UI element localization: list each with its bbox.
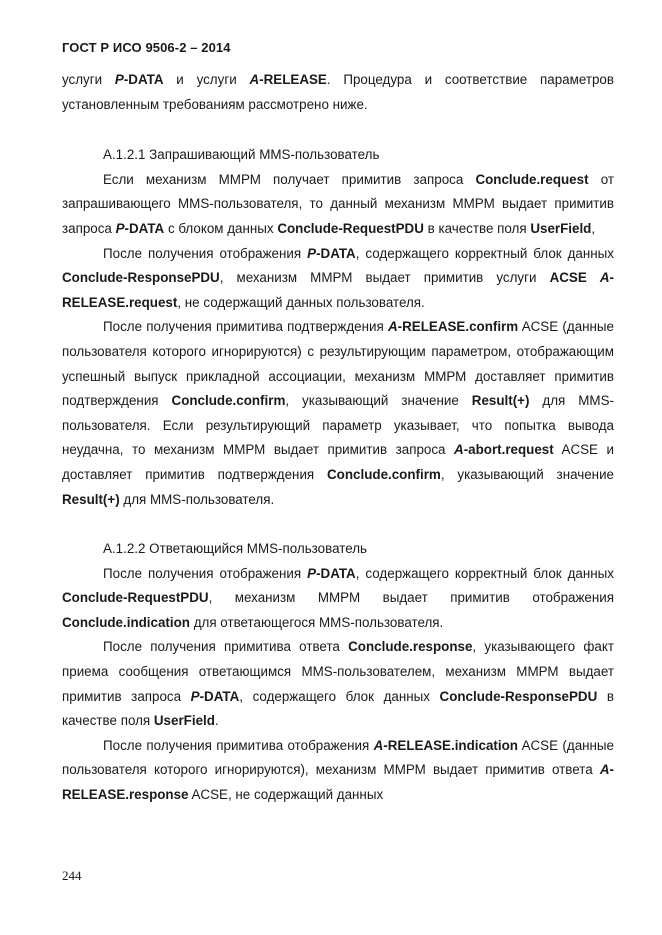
text-run: от запрашивающего MMS-пользователя, то данный механизм ММРМ выдает примитив запроса: [62, 171, 614, 236]
text-run: -abort.request: [463, 442, 554, 458]
paragraph-conclude-request: [62, 168, 614, 242]
text-run: UserField: [153, 713, 215, 729]
text-run: Conclude-RequestPDU: [62, 590, 209, 606]
text-run: Conclude.confirm: [171, 393, 286, 409]
text-run: Conclude.request: [475, 171, 589, 187]
text-run: P: [307, 245, 317, 261]
text-run: -DATA: [124, 220, 165, 236]
text-run: с блоком данных: [164, 220, 278, 236]
text-run: , содержащего корректный блок данных: [355, 565, 614, 581]
text-run: и услуги: [163, 72, 250, 87]
text-run: Conclude-ResponsePDU: [62, 270, 220, 286]
text-run: Conclude-RequestPDU: [277, 220, 424, 236]
text-run: -DATA: [123, 72, 164, 87]
section-heading-a-1-2-2: [62, 537, 614, 562]
text-run: А.1.2.2 Ответающийся MMS-пользователь: [103, 541, 368, 557]
spacer: [62, 512, 614, 537]
text-run: После получения отображения: [103, 245, 308, 261]
paragraph-release-confirm: [62, 315, 614, 512]
text-run: Conclude.indication: [62, 614, 190, 630]
text-run: ACSE: [549, 270, 600, 286]
text-run: После получения примитива ответа: [103, 639, 349, 655]
paragraph-release-indication: [62, 734, 614, 808]
text-run: Если механизм ММРМ получает примитив запроса: [103, 171, 476, 187]
text-run: ,: [591, 220, 596, 236]
text-run: , указывающий значение: [285, 393, 472, 409]
text-run: P: [114, 72, 124, 87]
text-run: Conclude.response: [348, 639, 473, 655]
paragraph-conclude-indication: [62, 562, 614, 636]
text-run: -RELEASE.confirm: [397, 319, 519, 335]
text-run: А.1.2.1 Запрашивающий MMS-пользователь: [103, 147, 380, 163]
text-run: После получения примитива подтверждения: [103, 319, 388, 335]
text-run: P: [190, 688, 200, 704]
text-run: UserField: [530, 220, 592, 236]
text-run: для ответающегося MMS-пользователя.: [189, 614, 444, 630]
text-run: После получения примитива отображения: [103, 737, 374, 753]
paragraph-conclude-response-pdu: [62, 242, 614, 316]
text-run: для MMS-пользователя. Если результирующий параметр указывает, что попытка вывода неудачна, то механизм ММРМ выдает примитив запроса: [62, 393, 614, 458]
text-run: Result(+): [62, 491, 120, 507]
text-run: A: [387, 319, 398, 335]
text-run: , не содержащий данных пользователя.: [177, 294, 425, 310]
text-run: . Процедура и соответствие параметров установленным требованиям рассмотрено ниже.: [62, 72, 614, 112]
text-run: в качестве поля: [62, 688, 614, 729]
text-run: , содержащего корректный блок данных: [355, 245, 614, 261]
spacer: [62, 117, 614, 143]
text-run: .: [214, 713, 219, 729]
document-header: ГОСТ Р ИСО 9506-2 – 2014: [62, 40, 231, 55]
text-run: P: [307, 565, 317, 581]
text-run: Conclude.confirm: [327, 466, 441, 482]
text-run: для MMS-пользователя.: [119, 491, 275, 507]
paragraph-conclude-response: [62, 635, 614, 733]
text-run: -RELEASE: [259, 72, 327, 87]
text-run: -DATA: [199, 688, 240, 704]
text-run: -RELEASE.response: [62, 762, 614, 803]
text-run: , механизм ММРМ выдает примитив услуги: [219, 270, 550, 286]
text-run: -DATA: [316, 565, 356, 581]
page-number: 244: [62, 868, 82, 883]
intro-paragraph: [62, 68, 614, 117]
text-run: -RELEASE.request: [62, 270, 614, 310]
text-run: ACSE и доставляет примитив подтверждения: [62, 442, 614, 482]
section-heading-a-1-2-1: [62, 143, 614, 168]
text-run: -DATA: [316, 245, 356, 261]
text-run: ACSE (данные пользователя которого игнорируются), механизм ММРМ выдает примитив ответа: [62, 737, 615, 778]
text-run: , указывающий значение: [440, 466, 614, 482]
text-run: , указывающего факт приема сообщения ответающимся MMS-пользователем, механизм ММРМ выдает примитив запроса: [62, 639, 614, 704]
text-run: , содержащего блок данных: [239, 688, 440, 704]
text-run: ACSE, не содержащий данных: [188, 787, 384, 803]
text-run: P: [115, 220, 125, 236]
text-run: Result(+): [471, 393, 530, 409]
text-run: ACSE (данные пользователя которого игнорируются) с результирующим параметром, отображающим успешный выпуск прикладной ассоциации, механизм ММРМ доставляет примитив подтверждения: [62, 319, 614, 409]
text-run: -RELEASE.indication: [383, 737, 518, 753]
text-run: в качестве поля: [423, 220, 531, 236]
document-body: [62, 68, 614, 808]
text-run: Conclude-ResponsePDU: [439, 688, 598, 704]
text-run: услуги: [62, 72, 115, 87]
text-run: После получения отображения: [103, 565, 308, 581]
text-run: A: [454, 442, 464, 458]
text-run: A: [599, 762, 610, 778]
text-run: , механизм ММРМ выдает примитив отображения: [208, 590, 614, 606]
text-run: A: [249, 72, 260, 87]
text-run: A: [373, 737, 384, 753]
text-run: A: [599, 270, 610, 286]
